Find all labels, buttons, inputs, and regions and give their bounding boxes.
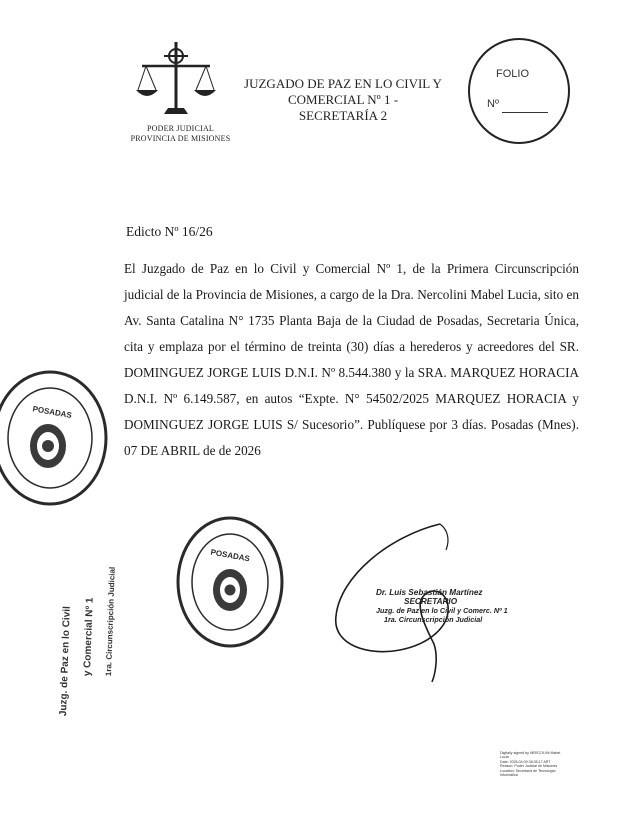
body-line: El Juzgado de Paz en lo Civil y Comercial Nº 1, de la Primera Circunscripción [124,261,579,276]
edicto-title: Edicto Nº 16/26 [126,224,213,239]
folio-number-line [502,112,548,113]
folio-stamp [468,38,570,144]
margin-stamp-line2: y Comercial Nº 1 [82,597,96,677]
signer-role: SECRETARIO [404,597,458,606]
signer-name: Dr. Luis Sebastián Martínez [376,588,483,597]
digital-signature-line: Location: Secretaría de Tecnología [500,768,556,773]
svg-text:POSADAS: POSADAS [209,547,251,564]
body-line: D.N.I. Nº 6.149.587, en autos “Expte. N° 54502/2025 MARQUEZ HORACIA y [124,391,579,406]
body-line: Av. Santa Catalina N° 1735 Planta Baja de la Ciudad de Posadas, Secretaria Única, [124,313,579,328]
body-line: judicial de la Provincia de Misiones, a cargo de la Dra. Nercolini Mabel Lucia, sito en [124,287,579,302]
court-seal-center [174,514,286,650]
svg-text:POSADAS: POSADAS [31,404,73,421]
body-line: 07 DE ABRIL de de 2026 [124,443,261,458]
edicto-body [124,256,579,464]
court-seal-left [0,368,110,508]
body-line: cita y emplaza por el término de treinta (30) días a herederos y acreedores del SR. [124,339,579,354]
court-name-line2: COMERCIAL Nº 1 - [287,92,399,107]
signer-circunscripcion: 1ra. Circunscripción Judicial [384,615,483,624]
margin-stamp-line3: 1ra. Circunscripción Judicial [104,566,117,677]
crest-label-line1: PODER JUDICIAL [146,124,215,133]
digital-signature-line: Lucia [500,755,509,760]
digital-signature-line: Date: 2026.04.09 08:35:17 ART [500,759,551,764]
body-line: DOMINGUEZ JORGE LUIS D.N.I. Nº 8.544.380 y la SRA. MARQUEZ HORACIA [124,365,579,380]
folio-number-label: Nº [487,98,499,110]
crest-label-line2: PROVINCIA DE MISIONES [130,134,231,143]
court-name-line3: SECRETARÍA 2 [298,108,388,123]
folio-label: FOLIO [496,68,530,80]
signer-court: Juzg. de Paz en lo Civil y Comerc. Nº 1 [376,606,508,615]
coat-of-arms-icon [134,38,218,122]
margin-stamp-line1: Juzg. de Paz en lo Civil [58,606,73,717]
court-name-line1: JUZGADO DE PAZ EN LO CIVIL Y [244,76,442,91]
digital-signature-line: Reason: Poder Judicial de Misiones [500,764,558,769]
body-line: DOMINGUEZ JORGE LUIS S/ Sucesorio”. Publíquese por 3 días. Posadas (Mnes). [124,417,579,432]
digital-signature-line: Informática [500,773,518,778]
digital-signature-line: Digitally signed by NERCOLINI Mabel [500,751,561,755]
digital-signature-block [500,751,580,777]
